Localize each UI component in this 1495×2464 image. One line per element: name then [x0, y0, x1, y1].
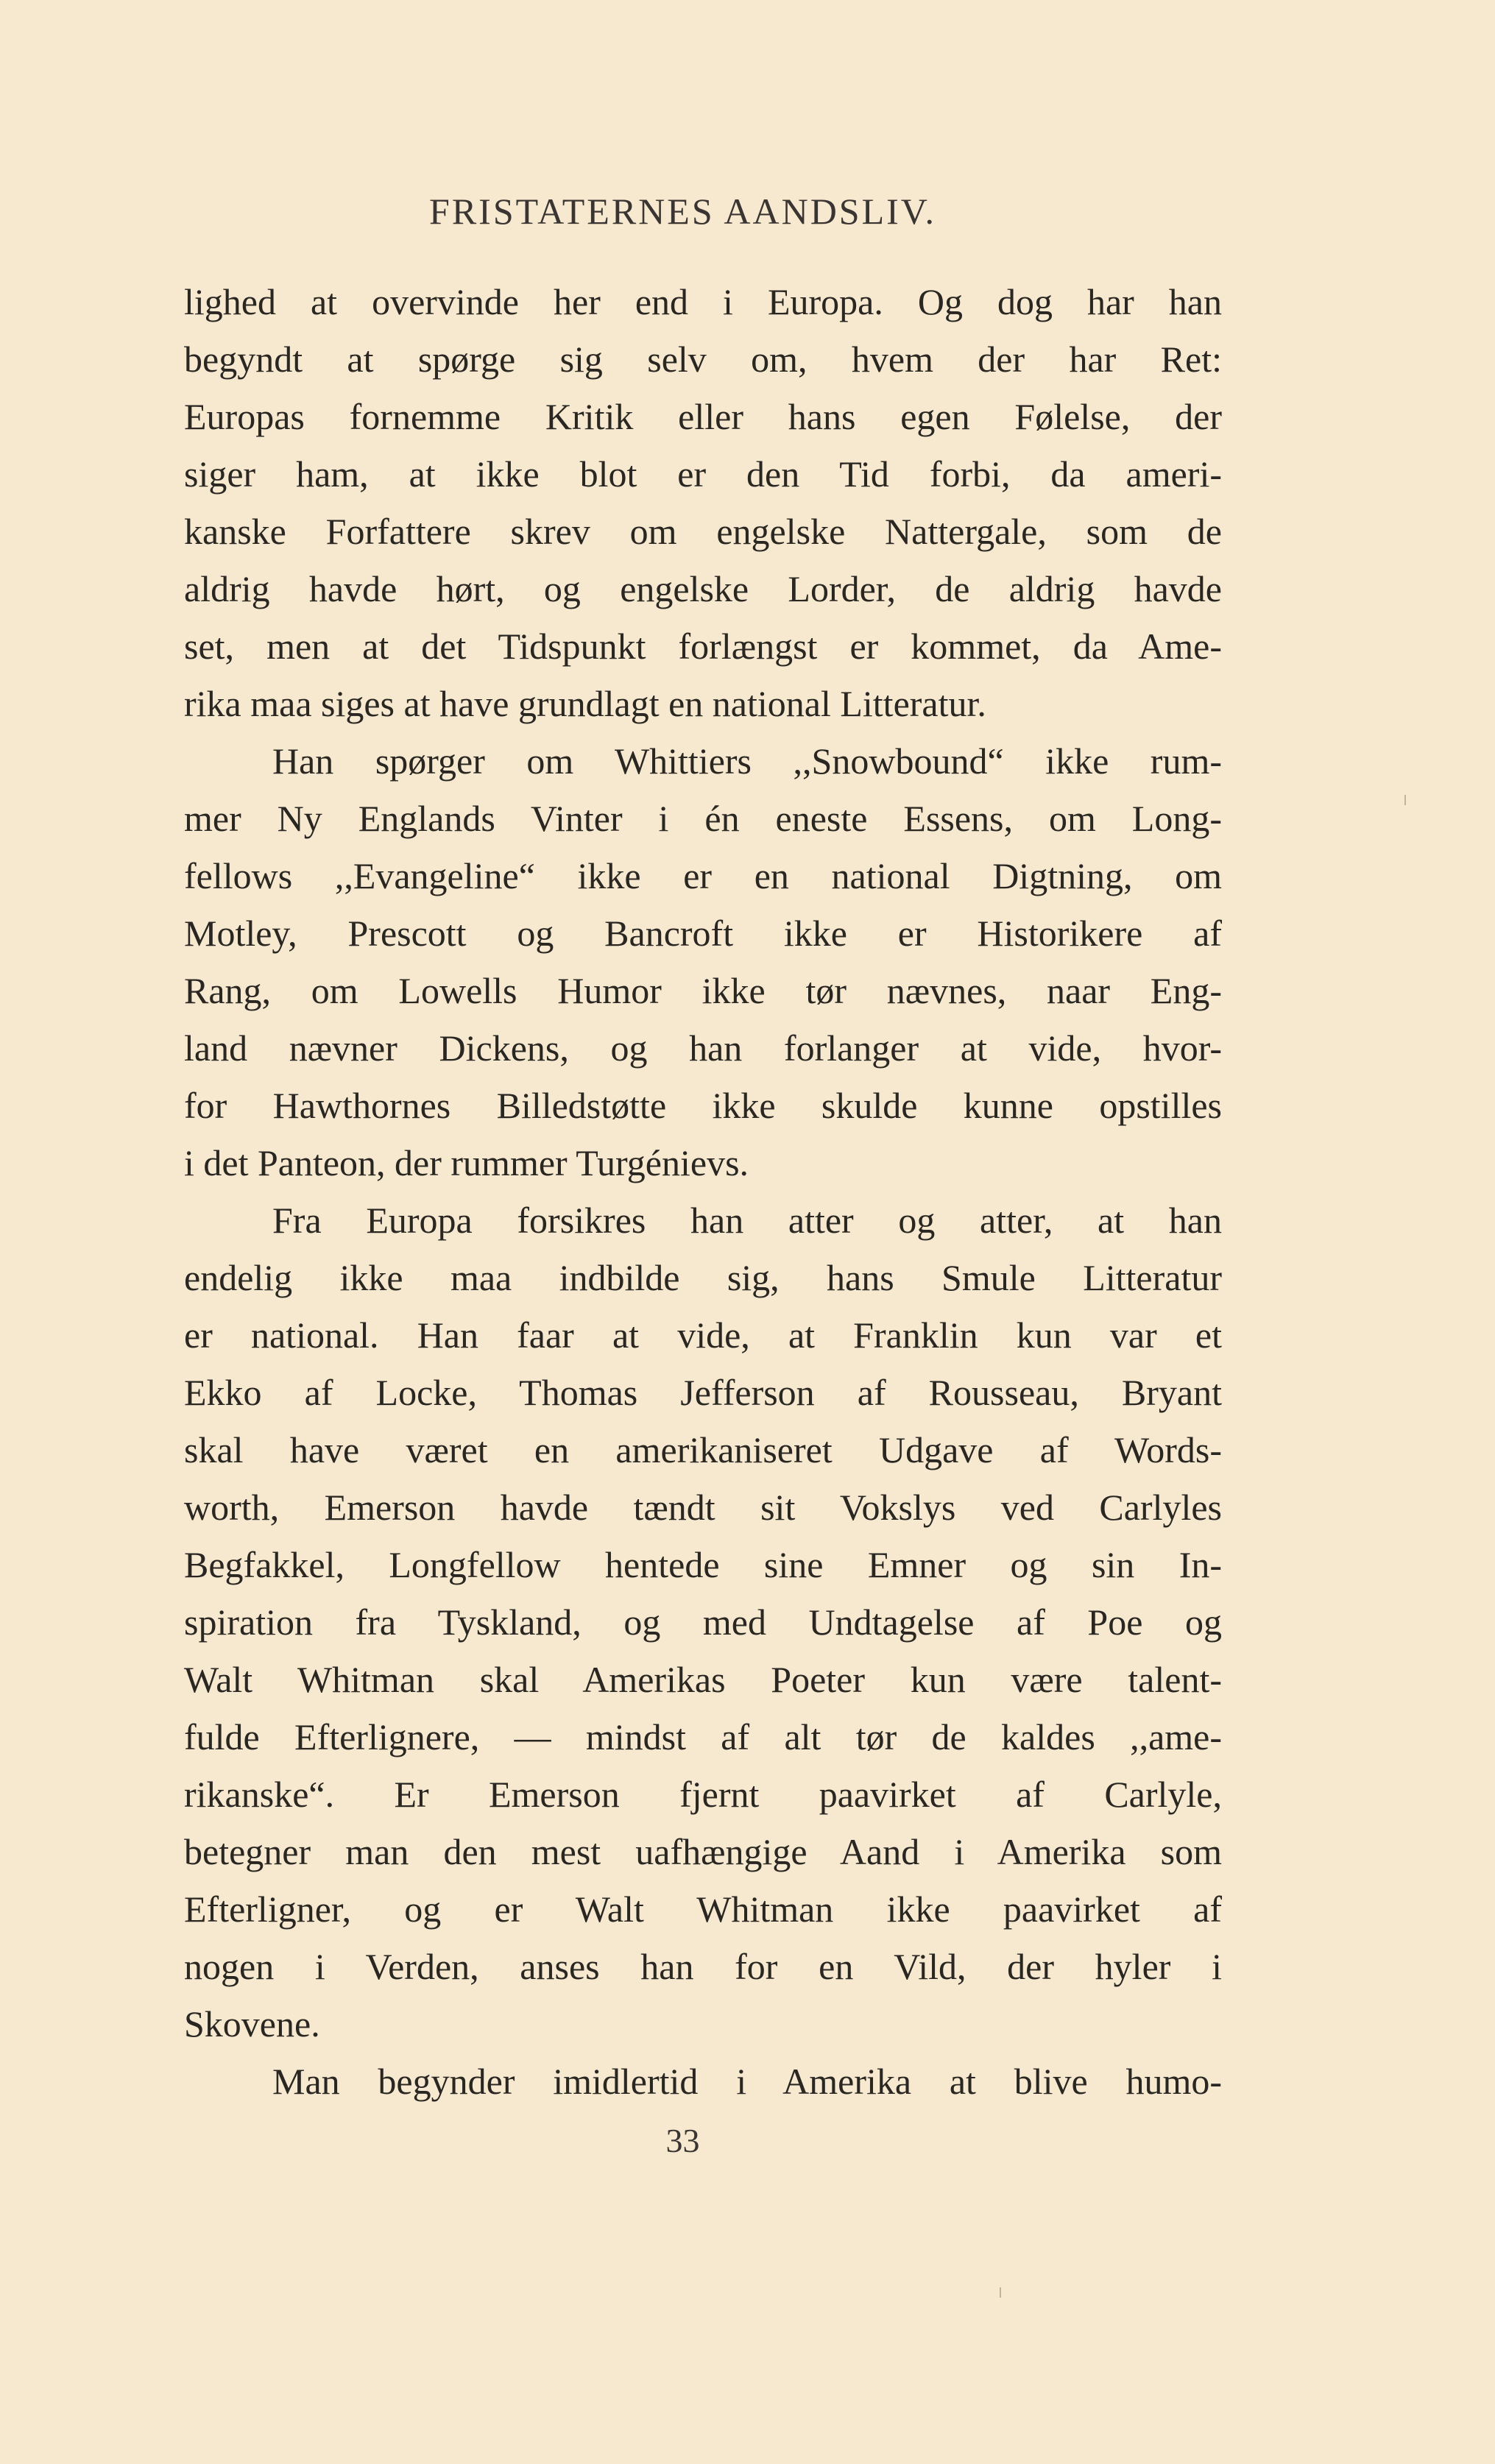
- text-line: mer Ny Englands Vinter i én eneste Essens, om Long-: [184, 798, 1222, 839]
- text-line: fulde Efterlignere, — mindst af alt tør de kaldes ,,ame-: [184, 1716, 1222, 1757]
- text-line: fellows ,,Evangeline“ ikke er en national Digtning, om: [184, 855, 1222, 896]
- text-line: for Hawthornes Billedstøtte ikke skulde kunne opstilles: [184, 1085, 1222, 1126]
- text-line: set, men at det Tidspunkt forlængst er kommet, da Ame-: [184, 626, 1222, 667]
- text-line: worth, Emerson havde tændt sit Vokslys ved Carlyles: [184, 1487, 1222, 1528]
- text-line: Efterligner, og er Walt Whitman ikke paavirket af: [184, 1888, 1222, 1930]
- text-line: rika maa siges at have grundlagt en national Litteratur.: [184, 683, 986, 724]
- text-line: Han spørger om Whittiers ,,Snowbound“ ikke rum-: [272, 740, 1222, 782]
- paper-speck: [1000, 2287, 1001, 2298]
- text-line: Man begynder imidlertid i Amerika at blive humo-: [272, 2061, 1222, 2102]
- text-line: Walt Whitman skal Amerikas Poeter kun være talent-: [184, 1659, 1222, 1700]
- text-line: betegner man den mest uafhængige Aand i Amerika som: [184, 1831, 1222, 1872]
- text-line: aldrig havde hørt, og engelske Lorder, de aldrig havde: [184, 568, 1222, 609]
- text-line: Rang, om Lowells Humor ikke tør nævnes, naar Eng-: [184, 970, 1222, 1011]
- text-line: kanske Forfattere skrev om engelske Nattergale, som de: [184, 511, 1222, 552]
- text-line: lighed at overvinde her end i Europa. Og dog har han: [184, 281, 1222, 322]
- text-line: Europas fornemme Kritik eller hans egen Følelse, der: [184, 396, 1222, 437]
- page-number: 33: [665, 2122, 700, 2159]
- running-head: FRISTATERNES AANDSLIV.: [429, 191, 936, 232]
- text-line: endelig ikke maa indbilde sig, hans Smule Litteratur: [184, 1257, 1222, 1298]
- text-line: Motley, Prescott og Bancroft ikke er Historikere af: [184, 913, 1222, 954]
- text-line: Fra Europa forsikres han atter og atter, at han: [272, 1200, 1222, 1241]
- text-line: spiration fra Tyskland, og med Undtagelse af Poe og: [184, 1601, 1222, 1643]
- text-line: Ekko af Locke, Thomas Jefferson af Rousseau, Bryant: [184, 1372, 1222, 1413]
- text-line: i det Panteon, der rummer Turgénievs.: [184, 1142, 749, 1183]
- text-line: siger ham, at ikke blot er den Tid forbi, da ameri-: [184, 453, 1222, 495]
- text-line: skal have været en amerikaniseret Udgave af Words-: [184, 1429, 1222, 1470]
- text-line: er national. Han faar at vide, at Franklin kun var et: [184, 1314, 1222, 1356]
- text-line: Begfakkel, Longfellow hentede sine Emner og sin In-: [184, 1544, 1222, 1585]
- text-line: nogen i Verden, anses han for en Vild, der hyler i: [184, 1946, 1222, 1987]
- text-line: rikanske“. Er Emerson fjernt paavirket af Carlyle,: [184, 1774, 1222, 1815]
- text-line: begyndt at spørge sig selv om, hvem der har Ret:: [184, 339, 1222, 380]
- paper-speck: [1404, 795, 1406, 805]
- text-line: Skovene.: [184, 2003, 320, 2045]
- text-line: land nævner Dickens, og han forlanger at vide, hvor-: [184, 1027, 1222, 1069]
